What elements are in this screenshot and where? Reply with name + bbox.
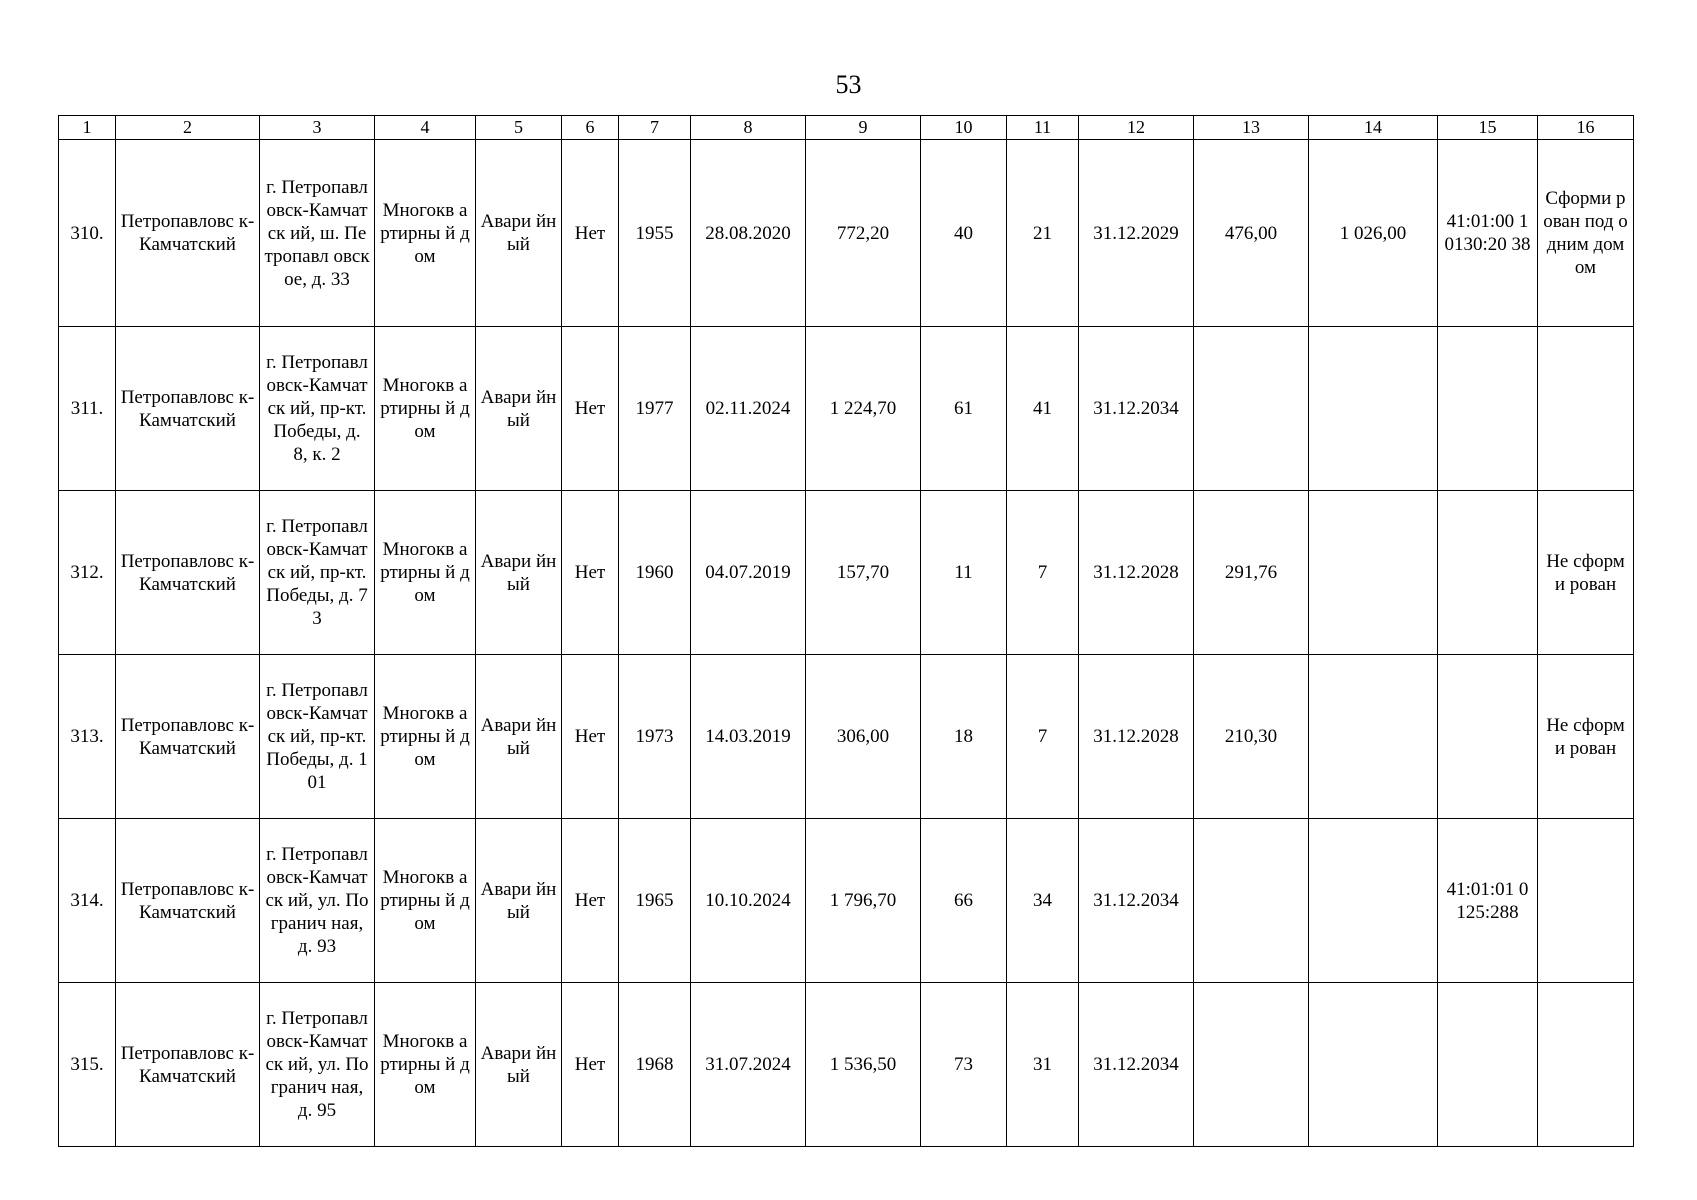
value-cell-14 <box>1309 819 1438 983</box>
value-cell-14 <box>1309 327 1438 491</box>
recognition-date-cell: 31.07.2024 <box>691 983 806 1147</box>
value-cell-13: 476,00 <box>1194 140 1309 327</box>
year-built-cell: 1955 <box>619 140 691 327</box>
deadline-cell: 31.12.2034 <box>1079 983 1194 1147</box>
value-cell-13 <box>1194 819 1309 983</box>
area-cell: 1 224,70 <box>806 327 921 491</box>
recognition-date-cell: 10.10.2024 <box>691 819 806 983</box>
cadastral-number-cell <box>1438 983 1538 1147</box>
house-type-cell: Многокв артирны й дом <box>375 327 476 491</box>
deadline-cell: 31.12.2028 <box>1079 655 1194 819</box>
address-cell: г. Петропавл овск-Камчатск ий, пр-кт. Победы, д. 8, к. 2 <box>260 327 375 491</box>
column-number: 12 <box>1079 116 1194 140</box>
year-built-cell: 1968 <box>619 983 691 1147</box>
area-cell: 772,20 <box>806 140 921 327</box>
value-cell-14 <box>1309 983 1438 1147</box>
apartments-cell: 34 <box>1007 819 1079 983</box>
column-number: 3 <box>260 116 375 140</box>
apartments-cell: 41 <box>1007 327 1079 491</box>
flag-cell: Нет <box>562 491 619 655</box>
deadline-cell: 31.12.2034 <box>1079 819 1194 983</box>
column-number: 11 <box>1007 116 1079 140</box>
apartments-cell: 21 <box>1007 140 1079 327</box>
value-cell-13: 210,30 <box>1194 655 1309 819</box>
land-plot-status-cell: Не сформи рован <box>1538 491 1634 655</box>
apartments-cell: 31 <box>1007 983 1079 1147</box>
flag-cell: Нет <box>562 327 619 491</box>
address-cell: г. Петропавл овск-Камчатск ий, пр-кт. Победы, д. 73 <box>260 491 375 655</box>
house-type-cell: Многокв артирны й дом <box>375 491 476 655</box>
apartments-cell: 7 <box>1007 655 1079 819</box>
recognition-date-cell: 04.07.2019 <box>691 491 806 655</box>
year-built-cell: 1973 <box>619 655 691 819</box>
table-row <box>59 491 1634 655</box>
column-number: 5 <box>476 116 562 140</box>
column-number: 16 <box>1538 116 1634 140</box>
address-cell: г. Петропавл овск-Камчатск ий, пр-кт. Победы, д. 101 <box>260 655 375 819</box>
year-built-cell: 1965 <box>619 819 691 983</box>
area-cell: 306,00 <box>806 655 921 819</box>
recognition-date-cell: 28.08.2020 <box>691 140 806 327</box>
page-number: 53 <box>835 70 862 99</box>
land-plot-status-cell <box>1538 983 1634 1147</box>
house-type-cell: Многокв артирны й дом <box>375 819 476 983</box>
flag-cell: Нет <box>562 983 619 1147</box>
year-built-cell: 1960 <box>619 491 691 655</box>
land-plot-status-cell: Не сформи рован <box>1538 655 1634 819</box>
cadastral-number-cell: 41:01:00 10130:20 38 <box>1438 140 1538 327</box>
cadastral-number-cell: 41:01:01 0125:288 <box>1438 819 1538 983</box>
flag-cell: Нет <box>562 655 619 819</box>
column-number: 14 <box>1309 116 1438 140</box>
flag-cell: Нет <box>562 140 619 327</box>
apartments-cell: 7 <box>1007 491 1079 655</box>
land-plot-status-cell: Сформи рован под одним домом <box>1538 140 1634 327</box>
column-number: 6 <box>562 116 619 140</box>
recognition-date-cell: 02.11.2024 <box>691 327 806 491</box>
value-cell-13 <box>1194 327 1309 491</box>
row-number-cell: 314. <box>59 819 116 983</box>
column-number: 4 <box>375 116 476 140</box>
value-cell-13 <box>1194 983 1309 1147</box>
row-number-cell: 313. <box>59 655 116 819</box>
value-cell-14 <box>1309 491 1438 655</box>
value-cell-13: 291,76 <box>1194 491 1309 655</box>
residents-cell: 11 <box>921 491 1007 655</box>
value-cell-14 <box>1309 655 1438 819</box>
cadastral-number-cell <box>1438 327 1538 491</box>
address-cell: г. Петропавл овск-Камчатск ий, ул. Погранич ная, д. 95 <box>260 983 375 1147</box>
municipality-cell: Петропавловс к-Камчатский <box>116 327 260 491</box>
column-number: 9 <box>806 116 921 140</box>
housing-register-table <box>58 115 1634 1147</box>
house-status-cell: Авари йный <box>476 983 562 1147</box>
area-cell: 1 536,50 <box>806 983 921 1147</box>
house-type-cell: Многокв артирны й дом <box>375 655 476 819</box>
column-number: 15 <box>1438 116 1538 140</box>
municipality-cell: Петропавловс к-Камчатский <box>116 655 260 819</box>
year-built-cell: 1977 <box>619 327 691 491</box>
column-number: 7 <box>619 116 691 140</box>
address-cell: г. Петропавл овск-Камчатск ий, ш. Петропавл овское, д. 33 <box>260 140 375 327</box>
house-status-cell: Авари йный <box>476 327 562 491</box>
residents-cell: 18 <box>921 655 1007 819</box>
column-number: 13 <box>1194 116 1309 140</box>
municipality-cell: Петропавловс к-Камчатский <box>116 819 260 983</box>
column-number: 1 <box>59 116 116 140</box>
residents-cell: 73 <box>921 983 1007 1147</box>
municipality-cell: Петропавловс к-Камчатский <box>116 983 260 1147</box>
cadastral-number-cell <box>1438 491 1538 655</box>
house-status-cell: Авари йный <box>476 819 562 983</box>
address-cell: г. Петропавл овск-Камчатск ий, ул. Погранич ная, д. 93 <box>260 819 375 983</box>
municipality-cell: Петропавловс к-Камчатский <box>116 140 260 327</box>
table-row <box>59 655 1634 819</box>
deadline-cell: 31.12.2028 <box>1079 491 1194 655</box>
deadline-cell: 31.12.2034 <box>1079 327 1194 491</box>
value-cell-14: 1 026,00 <box>1309 140 1438 327</box>
house-type-cell: Многокв артирны й дом <box>375 983 476 1147</box>
column-number-row <box>59 116 1634 140</box>
row-number-cell: 315. <box>59 983 116 1147</box>
residents-cell: 66 <box>921 819 1007 983</box>
residents-cell: 40 <box>921 140 1007 327</box>
area-cell: 157,70 <box>806 491 921 655</box>
land-plot-status-cell <box>1538 327 1634 491</box>
column-number: 2 <box>116 116 260 140</box>
column-number: 10 <box>921 116 1007 140</box>
row-number-cell: 311. <box>59 327 116 491</box>
area-cell: 1 796,70 <box>806 819 921 983</box>
land-plot-status-cell <box>1538 819 1634 983</box>
row-number-cell: 310. <box>59 140 116 327</box>
column-number: 8 <box>691 116 806 140</box>
table-row <box>59 819 1634 983</box>
house-status-cell: Авари йный <box>476 140 562 327</box>
house-status-cell: Авари йный <box>476 491 562 655</box>
table-row <box>59 140 1634 327</box>
house-type-cell: Многокв артирны й дом <box>375 140 476 327</box>
deadline-cell: 31.12.2029 <box>1079 140 1194 327</box>
house-status-cell: Авари йный <box>476 655 562 819</box>
residents-cell: 61 <box>921 327 1007 491</box>
table-row <box>59 983 1634 1147</box>
municipality-cell: Петропавловс к-Камчатский <box>116 491 260 655</box>
flag-cell: Нет <box>562 819 619 983</box>
row-number-cell: 312. <box>59 491 116 655</box>
recognition-date-cell: 14.03.2019 <box>691 655 806 819</box>
cadastral-number-cell <box>1438 655 1538 819</box>
table-row <box>59 327 1634 491</box>
